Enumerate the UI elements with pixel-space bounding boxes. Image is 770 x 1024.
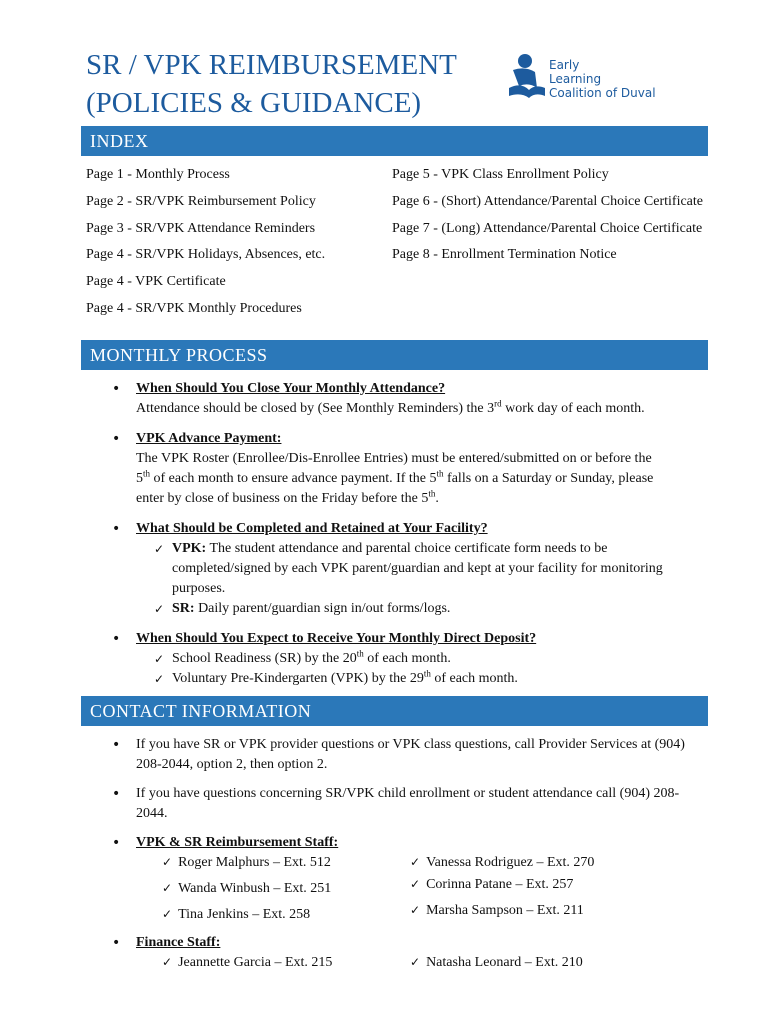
check-icon: ✓ [162,881,173,895]
page-title [86,46,457,122]
check-icon: ✓ [154,542,165,556]
list-item [108,519,708,619]
list-item [108,735,698,775]
question-vpk-advance: • VPK Advance Payment: [136,431,282,446]
answer-vpk-advance: The VPK Roster (Enrollee/Dis-Enrollee Entries) must be entered/submitted on or before the 5th of each month to ensure advance payment. If the 5th falls on a Saturday or Sunday, please enter by close of business on the Friday before the 5th. [136,451,654,506]
list-item [108,629,708,689]
monthly-process-list [108,379,708,699]
title-line-2: (POLICIES & GUIDANCE) [86,87,422,119]
check-icon: ✓ [410,903,421,917]
logo-line-1: Early [549,58,580,72]
monthly-process-heading: MONTHLY PROCESS [81,340,708,370]
check-icon: ✓ [162,955,173,969]
contact-information-heading: CONTACT INFORMATION [81,696,708,726]
logo-text [549,58,656,100]
answer-close-attendance: Attendance should be closed by (See Monthly Reminders) the 3rd work day of each month. [136,398,645,416]
contact-enrollment: • If you have questions concerning SR/VPK child enrollment or student attendance call (904) 208-2044. [136,786,680,821]
index-entry: Page 7 - (Long) Attendance/Parental Choice Certificate [392,221,703,236]
question-close-attendance: • When Should You Close Your Monthly Attendance? [136,381,446,396]
staff-entry: ✓ Natasha Leonard – Ext. 210 [410,955,583,970]
logo-line-3: Coalition of Duval [549,86,656,100]
question-retained-facility: • What Should be Completed and Retained at Your Facility? [136,521,488,536]
staff-entry: ✓ Roger Malphurs – Ext. 512 [162,855,331,870]
check-icon: ✓ [154,672,165,686]
staff-entry: ✓ Jeannette Garcia – Ext. 215 [162,955,333,970]
check-item-vpk-deposit: ✓ Voluntary Pre-Kindergarten (VPK) by the 29th of each month. [154,669,708,689]
index-entry: Page 5 - VPK Class Enrollment Policy [392,167,609,182]
question-direct-deposit: • When Should You Expect to Receive Your Monthly Direct Deposit? [136,631,537,646]
check-icon: ✓ [162,907,173,921]
list-item [108,379,708,419]
index-entry: Page 4 - SR/VPK Holidays, Absences, etc. [86,247,326,262]
logo-line-2: Learning [549,72,602,86]
coalition-logo [505,52,665,104]
check-item-sr: ✓ SR: Daily parent/guardian sign in/out forms/logs. [154,599,708,619]
reimbursement-staff-heading: • VPK & SR Reimbursement Staff: [136,835,339,850]
check-icon: ✓ [162,855,173,869]
index-entry: Page 3 - SR/VPK Attendance Reminders [86,221,316,236]
staff-entry: ✓ Marsha Sampson – Ext. 211 [410,903,584,918]
list-item [108,933,708,953]
index-entry: Page 2 - SR/VPK Reimbursement Policy [86,194,316,209]
child-reading-logo-icon [505,52,549,104]
check-icon: ✓ [410,955,421,969]
index-entry: Page 8 - Enrollment Termination Notice [392,247,617,262]
list-item [108,833,698,853]
list-item [108,429,708,509]
index-entry: Page 1 - Monthly Process [86,167,230,182]
staff-entry: ✓ Tina Jenkins – Ext. 258 [162,907,311,922]
index-heading: INDEX [81,126,708,156]
check-icon: ✓ [410,855,421,869]
contact-provider-services: • If you have SR or VPK provider questions or VPK class questions, call Provider Services at (904) 208-2044, option 2, then option 2. [136,737,685,772]
check-icon: ✓ [410,877,421,891]
staff-entry: ✓ Corinna Patane – Ext. 257 [410,877,574,892]
index-entry: Page 6 - (Short) Attendance/Parental Choice Certificate [392,194,704,209]
index-entry: Page 4 - SR/VPK Monthly Procedures [86,301,302,316]
list-item [108,784,698,824]
staff-entry: ✓ Vanessa Rodriguez – Ext. 270 [410,855,595,870]
finance-staff-heading: • Finance Staff: [136,935,221,950]
check-item-vpk: ✓ VPK: The student attendance and parental choice certificate form needs to be completed/signed by each VPK parent/guardian and kept at your facility for monitoring purposes. [154,541,663,596]
title-line-1: SR / VPK REIMBURSEMENT [86,49,457,81]
index-entry: Page 4 - VPK Certificate [86,274,226,289]
check-item-sr-deposit: ✓ School Readiness (SR) by the 20th of each month. [154,649,708,669]
staff-entry: ✓ Wanda Winbush – Ext. 251 [162,881,332,896]
check-icon: ✓ [154,602,165,616]
check-icon: ✓ [154,652,165,666]
contact-list [108,735,698,863]
